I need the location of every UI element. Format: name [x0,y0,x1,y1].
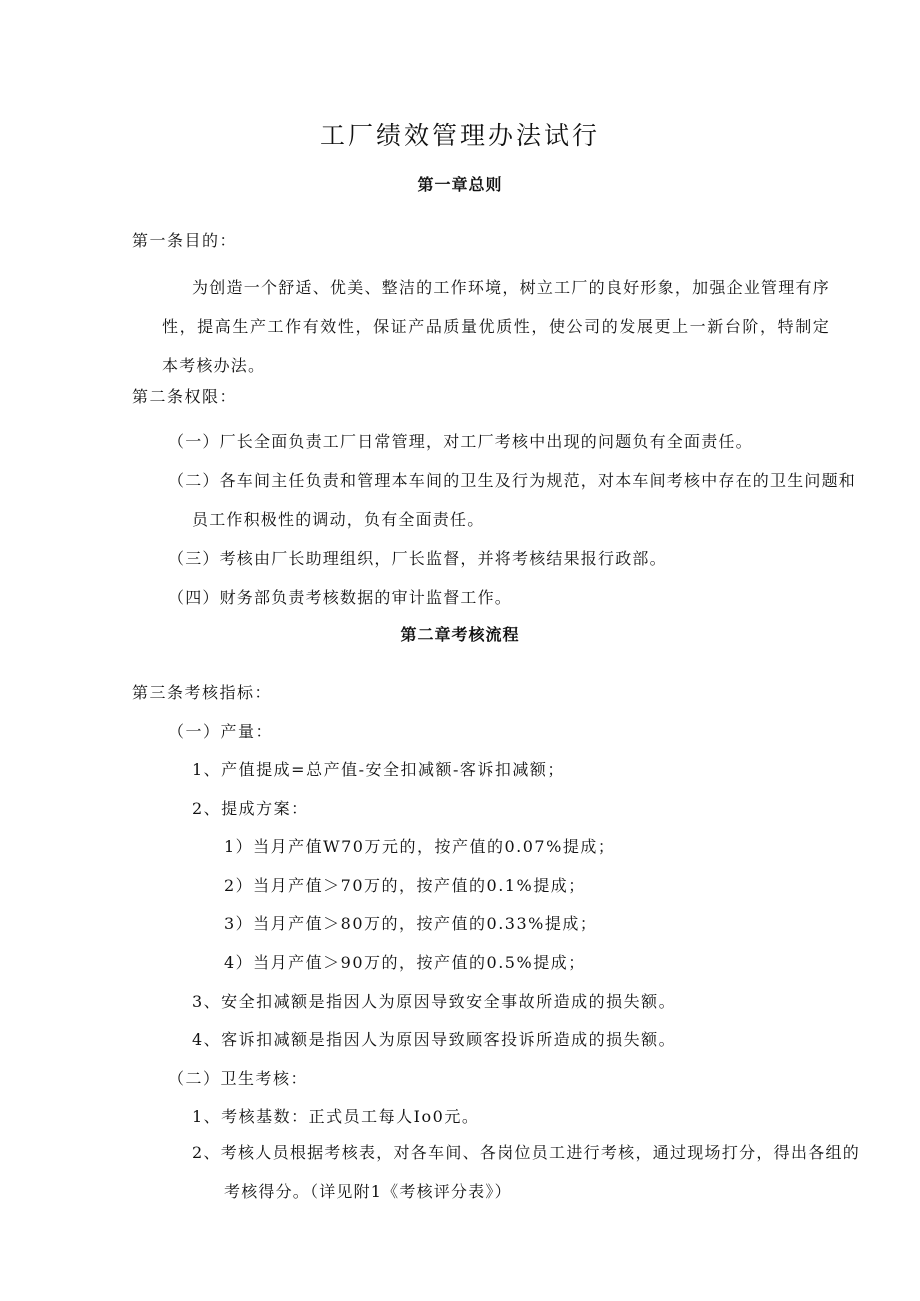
plan-item-3: 3）当月产值＞80万的，按产值的0.33%提成； [224,914,598,933]
article-2-item-3: （三）考核由厂长助理组织，厂长监督，并将考核结果报行政部。 [168,549,667,568]
chapter-1-heading: 第一章总则 [417,175,503,194]
hygiene-item-2: 2、考核人员根据考核表，对各车间、各岗位员工进行考核，通过现场打分，得出各组的考核得分。（详见附1《考核评分表》） [192,1143,860,1201]
article-2-item-2: （二）各车间主任负责和管理本车间的卫生及行为规范，对本车间考核中存在的卫生问题和员工作积极性的调动，负有全面责任。 [168,471,857,529]
article-2-item-1: （一）厂长全面负责工厂日常管理，对工厂考核中出现的问题负有全面责任。 [168,432,753,451]
output-item-3: 3、安全扣减额是指因人为原因导致安全事故所造成的损失额。 [192,992,677,1011]
chapter-2-heading: 第二章考核流程 [400,625,520,644]
article-3-heading: 第三条考核指标： [132,683,273,702]
output-item-1: 1、产值提成=总产值-安全扣减额-客诉扣减额； [192,760,565,779]
article-3-sub-1-heading: （一）产量： [168,722,274,741]
hygiene-item-1: 1、考核基数：正式员工每人Io0元。 [192,1107,480,1126]
article-2-heading: 第二条权限： [132,387,238,406]
output-item-2: 2、提成方案： [192,799,309,818]
article-1-heading: 第一条目的： [132,231,238,250]
article-3-sub-2-heading: （二）卫生考核： [168,1069,309,1088]
plan-item-2: 2）当月产值＞70万的，按产值的0.1%提成； [224,876,586,895]
document-title: 工厂绩效管理办法试行 [319,121,600,150]
article-2-item-4: （四）财务部负责考核数据的审计监督工作。 [168,588,513,607]
output-item-4: 4、客诉扣减额是指因人为原因导致顾客投诉所造成的损失额。 [192,1030,677,1049]
plan-item-1: 1）当月产值W70万元的，按产值的0.07%提成； [224,837,616,856]
plan-item-4: 4）当月产值＞90万的，按产值的0.5%提成； [224,953,586,972]
article-1-paragraph: 为创造一个舒适、优美、整洁的工作环境，树立工厂的良好形象，加强企业管理有序性，提高生产工作有效性，保证产品质量优质性，使公司的发展更上一新台阶，特制定本考核办法。 [162,278,830,375]
